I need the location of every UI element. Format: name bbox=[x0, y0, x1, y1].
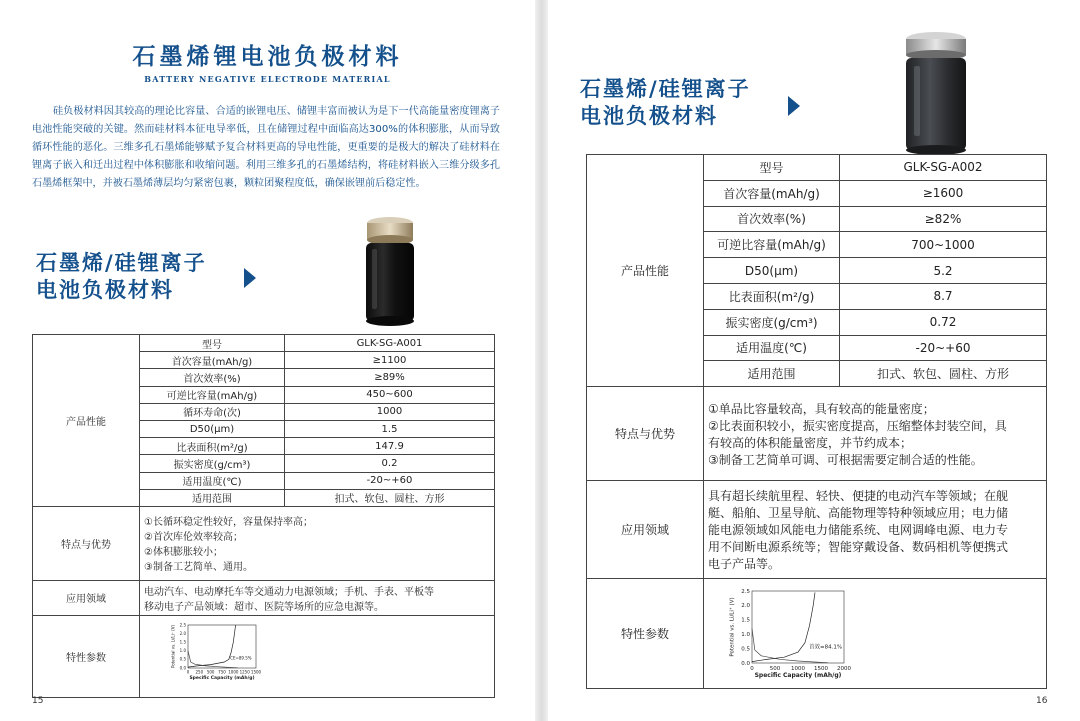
page-subtitle: BATTERY NEGATIVE ELECTRODE MATERIAL bbox=[144, 74, 391, 84]
page-title: 石墨烯锂电池负极材料 bbox=[132, 44, 403, 70]
features-text bbox=[704, 387, 1047, 481]
y-tick-label: 0.5 bbox=[741, 646, 750, 653]
feature-line: ②体积膨胀较小； bbox=[144, 547, 223, 559]
section-title-line: 电池负极材料 bbox=[36, 278, 174, 303]
spec-value: 1.5 bbox=[285, 420, 495, 437]
spec-key: 可逆比容量(mAh/g) bbox=[704, 232, 840, 258]
spec-key: 首次容量(mAh/g) bbox=[140, 352, 285, 369]
spec-value: 450~600 bbox=[285, 386, 495, 403]
spec-key: 比表面积(m²/g) bbox=[140, 438, 285, 455]
application-line: 具有超长续航里程、轻快、便捷的电动汽车等领域；在舰 bbox=[708, 489, 1009, 504]
x-tick-label: 1000 bbox=[228, 669, 239, 675]
page-number: 15 bbox=[32, 696, 44, 706]
application-line: 电子产品等。 bbox=[708, 557, 781, 572]
y-tick-label: 1.5 bbox=[741, 617, 750, 624]
x-tick-label: 0 bbox=[750, 665, 754, 672]
chart-annotation: 首效=84.1% bbox=[809, 644, 843, 651]
spec-value: GLK-SG-A001 bbox=[285, 335, 495, 352]
section-title-line: 电池负极材料 bbox=[580, 104, 718, 129]
spec-table-body bbox=[33, 335, 495, 698]
application-line: 电动汽车、电动摩托车等交通动力电源领域；手机、手表、平板等 bbox=[144, 586, 434, 598]
features-row bbox=[33, 506, 495, 580]
feature-line: ③制备工艺简单、通用。 bbox=[144, 562, 253, 574]
x-tick-label: 1500 bbox=[814, 665, 828, 672]
spec-table bbox=[586, 154, 1047, 689]
spec-key: 比表面积(m²/g) bbox=[704, 283, 840, 309]
feature-line: ①单品比容量较高，具有较高的能量密度； bbox=[708, 401, 935, 416]
spec-value: 扣式、软包、圆柱、方形 bbox=[840, 361, 1047, 387]
section-title-line: 石墨烯/硅锂离子 bbox=[580, 77, 751, 101]
spec-key: 适用范围 bbox=[704, 361, 840, 387]
params-chart-cell bbox=[140, 615, 495, 697]
application-label: 应用领域 bbox=[33, 580, 140, 615]
feature-line: ②首次库伦效率较高； bbox=[144, 532, 243, 544]
arrow-icon bbox=[244, 268, 256, 288]
voltage-capacity-chart bbox=[704, 581, 1047, 687]
spec-value: 700~1000 bbox=[840, 232, 1047, 258]
y-tick-label: 1.0 bbox=[741, 631, 750, 638]
spec-value: 0.2 bbox=[285, 455, 495, 472]
y-tick-label: 2.5 bbox=[179, 622, 186, 628]
spec-row bbox=[33, 335, 495, 352]
params-row bbox=[33, 615, 495, 697]
features-text bbox=[140, 506, 495, 580]
spec-value: ≥89% bbox=[285, 369, 495, 386]
application-text bbox=[704, 481, 1047, 579]
page-number: 16 bbox=[1036, 696, 1048, 706]
application-row bbox=[587, 481, 1047, 579]
params-label: 特性参数 bbox=[587, 579, 704, 689]
performance-label: 产品性能 bbox=[587, 155, 704, 387]
chart-annotation: CE=89.5% bbox=[230, 655, 252, 661]
right-page bbox=[548, 0, 1080, 721]
spec-value: 5.2 bbox=[840, 258, 1047, 284]
series-line bbox=[752, 592, 815, 661]
product-jar-image bbox=[898, 30, 974, 158]
application-label: 应用领域 bbox=[587, 481, 704, 579]
spec-table-body bbox=[587, 155, 1047, 689]
spec-key: 适用范围 bbox=[140, 489, 285, 506]
spec-key: 型号 bbox=[140, 335, 285, 352]
section-title bbox=[36, 250, 207, 305]
spec-key: 型号 bbox=[704, 155, 840, 181]
section-title-line: 石墨烯/硅锂离子 bbox=[36, 251, 207, 275]
performance-label: 产品性能 bbox=[33, 335, 140, 507]
spec-key: 振实密度(g/cm³) bbox=[140, 455, 285, 472]
spec-key: 首次效率(%) bbox=[140, 369, 285, 386]
spec-key: D50(μm) bbox=[704, 258, 840, 284]
spec-value: 0.72 bbox=[840, 309, 1047, 335]
spec-key: D50(μm) bbox=[140, 420, 285, 437]
y-tick-label: 2.5 bbox=[741, 588, 750, 595]
spec-key: 可逆比容量(mAh/g) bbox=[140, 386, 285, 403]
y-tick-label: 2.0 bbox=[741, 602, 750, 609]
application-line: 移动电子产品领域：超市、医院等场所的应急电源等。 bbox=[144, 601, 384, 613]
spec-row bbox=[587, 155, 1047, 181]
x-tick-label: 250 bbox=[195, 669, 204, 675]
spec-value: 147.9 bbox=[285, 438, 495, 455]
x-tick-label: 500 bbox=[769, 665, 781, 672]
y-tick-label: 1.0 bbox=[179, 648, 186, 654]
spec-value: 扣式、软包、圆柱、方形 bbox=[285, 489, 495, 506]
spec-key: 适用温度(℃) bbox=[140, 472, 285, 489]
spec-value: ≥1100 bbox=[285, 352, 495, 369]
application-line: 艇、船舶、卫星导航、高能物理等特种领域应用；电力储 bbox=[708, 506, 1009, 521]
spec-value: GLK-SG-A002 bbox=[840, 155, 1047, 181]
feature-line: ②比表面积较小，振实密度提高，压缩整体封装空间，具 bbox=[708, 418, 1007, 433]
x-tick-label: 1500 bbox=[250, 669, 262, 675]
x-tick-label: 1250 bbox=[239, 669, 250, 675]
feature-line: ①长循环稳定性较好，容量保持率高； bbox=[144, 517, 313, 529]
spec-value: 8.7 bbox=[840, 283, 1047, 309]
x-tick-label: 1000 bbox=[791, 665, 805, 672]
spec-key: 首次效率(%) bbox=[704, 206, 840, 232]
spec-value: -20~+60 bbox=[840, 335, 1047, 361]
spec-key: 循环寿命(次) bbox=[140, 403, 285, 420]
application-row bbox=[33, 580, 495, 615]
product-jar-image bbox=[358, 215, 422, 327]
application-text bbox=[140, 580, 495, 615]
spec-key: 适用温度(℃) bbox=[704, 335, 840, 361]
series-line bbox=[188, 625, 236, 667]
x-tick-label: 0 bbox=[186, 669, 190, 675]
application-line: 能电源领域如风能电力储能系统、电网调峰电源、电力专 bbox=[708, 523, 1009, 538]
spec-key: 振实密度(g/cm³) bbox=[704, 309, 840, 335]
y-axis-label: Potential vs. Li/Li⁺ (V) bbox=[170, 625, 176, 669]
intro-paragraph: 硅负极材料因其较高的理论比容量、合适的嵌锂电压、储锂丰富而被认为是下一代高能量密度锂离子电池性能突破的关键。然而硅材料本征电导率低，且在储锂过程中面临高达300%的体积膨胀，从而导致循环性能的恶化。三维多孔石墨烯能够赋予复合材料更高的导电性能，更重要的是极大的解决了硅材料在锂离子嵌入和迁出过程中体积膨胀和收缩问题。利用三维多孔的石墨烯结构，将硅材料嵌入三维分级多孔石墨烯框架中，并被石墨烯薄层均匀紧密包裹，颗粒团聚程度低，确保嵌锂前后稳定性。 bbox=[32, 106, 500, 190]
x-tick-label: 750 bbox=[218, 669, 226, 675]
x-tick-label: 500 bbox=[206, 669, 215, 675]
spec-table bbox=[32, 334, 495, 698]
arrow-icon bbox=[788, 96, 800, 116]
x-tick-label: 2000 bbox=[837, 665, 851, 672]
params-row bbox=[587, 579, 1047, 689]
y-tick-label: 2.0 bbox=[179, 631, 186, 637]
y-tick-label: 1.5 bbox=[179, 639, 186, 645]
x-axis-label: Specific Capacity (mAh/g) bbox=[754, 671, 842, 679]
book-spine bbox=[535, 0, 548, 721]
params-chart-cell bbox=[704, 579, 1047, 689]
feature-line: 有较高的体积能量密度，并节约成本； bbox=[708, 435, 913, 450]
features-label: 特点与优势 bbox=[33, 506, 140, 580]
spec-value: 1000 bbox=[285, 403, 495, 420]
y-axis-label: Potential vs. Li/Li⁺ (V) bbox=[729, 597, 736, 657]
spec-value: -20~+60 bbox=[285, 472, 495, 489]
params-label: 特性参数 bbox=[33, 615, 140, 697]
spec-value: ≥1600 bbox=[840, 180, 1047, 206]
section-title bbox=[580, 76, 751, 131]
application-line: 用不间断电源系统等；智能穿戴设备、数码相机等便携式 bbox=[708, 540, 1009, 555]
features-label: 特点与优势 bbox=[587, 387, 704, 481]
y-tick-label: 0.0 bbox=[741, 660, 750, 667]
left-page bbox=[0, 0, 535, 721]
y-tick-label: 0.5 bbox=[179, 657, 186, 663]
voltage-capacity-chart bbox=[140, 617, 495, 695]
spec-key: 首次容量(mAh/g) bbox=[704, 180, 840, 206]
x-axis-label: Specific Capacity (mAh/g) bbox=[189, 676, 255, 682]
spec-value: ≥82% bbox=[840, 206, 1047, 232]
y-tick-label: 0.0 bbox=[179, 665, 186, 671]
features-row bbox=[587, 387, 1047, 481]
plot-frame bbox=[188, 625, 256, 668]
feature-line: ③制备工艺简单可调、可根据需要定制合适的性能。 bbox=[708, 452, 983, 467]
